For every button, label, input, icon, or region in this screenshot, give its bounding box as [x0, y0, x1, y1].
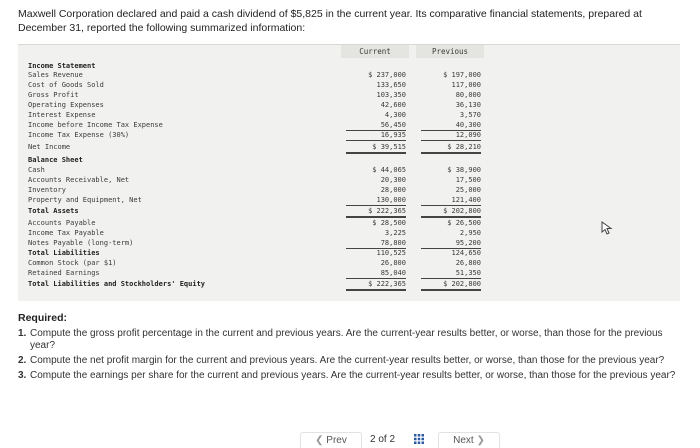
statement-row — [28, 110, 488, 120]
previous-value: 17,500 — [455, 176, 481, 184]
previous-value: $ 202,800 — [421, 206, 481, 218]
statement-row — [28, 206, 488, 216]
question-text: Compute the earnings per share for the current and previous years. Are the current-year results better, or worse, than those for the previous year? — [30, 370, 676, 381]
statement-row — [28, 268, 488, 278]
statement-row — [28, 279, 488, 289]
next-label: Next — [453, 435, 474, 446]
mouse-cursor-icon — [601, 221, 613, 235]
chevron-left-icon: ❮ — [315, 435, 324, 446]
previous-value: 36,130 — [455, 101, 481, 109]
current-value: 28,000 — [380, 186, 406, 194]
row-label: Income Statement — [28, 62, 96, 70]
problem-intro: Maxwell Corporation declared and paid a cash dividend of $5,825 in the current year. Its comparative financial statements, prepared at December 31, reported the following summarized information: — [18, 8, 642, 34]
current-value: $ 44,065 — [372, 166, 406, 174]
question-number: 1. — [18, 328, 27, 339]
required-questions — [18, 328, 683, 385]
row-label: Retained Earnings — [28, 269, 100, 277]
current-value: 3,225 — [384, 229, 406, 237]
prev-label: Prev — [326, 435, 347, 446]
statement-row — [28, 238, 488, 248]
row-label: Cash — [28, 166, 45, 174]
current-column-header: Current — [341, 45, 409, 58]
statement-row — [28, 90, 488, 100]
row-label: Accounts Receivable, Net — [28, 176, 130, 184]
row-label: Inventory — [28, 186, 66, 194]
row-label: Accounts Payable — [28, 219, 96, 227]
previous-value: $ 26,500 — [447, 219, 481, 227]
page-indicator — [370, 432, 395, 447]
next-button[interactable] — [438, 432, 500, 448]
chevron-right-icon: ❯ — [476, 435, 485, 446]
previous-value: 25,000 — [455, 186, 481, 194]
total-pages: 2 — [389, 434, 396, 445]
previous-value: 2,950 — [459, 229, 481, 237]
question-text: Compute the gross profit percentage in the current and previous years. Are the current-year results better, or worse, than those for the previous year? — [30, 328, 663, 351]
previous-value: 117,000 — [451, 81, 481, 89]
prev-button[interactable] — [300, 432, 362, 448]
statement-row — [28, 185, 488, 195]
statement-row — [28, 130, 488, 140]
row-label: Total Liabilities — [28, 249, 100, 257]
financial-statements-image — [18, 44, 680, 301]
current-value: 16,935 — [346, 130, 406, 141]
row-label: Income before Income Tax Expense — [28, 121, 163, 129]
statement-row — [28, 165, 488, 175]
question-item — [18, 370, 683, 382]
row-label: Income Tax Payable — [28, 229, 104, 237]
question-item — [18, 328, 683, 352]
current-value: 85,040 — [346, 268, 406, 279]
statement-row — [28, 228, 488, 238]
previous-value: 121,400 — [421, 195, 481, 206]
current-value: 4,300 — [384, 111, 406, 119]
required-heading: Required: — [18, 312, 68, 324]
row-label: Income Tax Expense (30%) — [28, 131, 130, 139]
row-label: Gross Profit — [28, 91, 79, 99]
previous-value: $ 202,800 — [421, 279, 481, 291]
current-value: 42,600 — [380, 101, 406, 109]
current-value: 78,800 — [346, 238, 406, 249]
previous-value: 51,350 — [421, 268, 481, 279]
statement-row — [28, 120, 488, 130]
pagination-bar — [300, 432, 500, 447]
column-headers — [341, 45, 501, 59]
question-text: Compute the net profit margin for the current and previous years. Are the current-year results better, or worse, than those for the previous year? — [30, 355, 665, 366]
statement-row — [28, 155, 488, 165]
statement-row — [28, 142, 488, 152]
statement-row — [28, 175, 488, 185]
statement-row — [28, 248, 488, 258]
statement-row — [28, 100, 488, 110]
question-number: 3. — [18, 370, 27, 381]
statement-row — [28, 258, 488, 268]
row-label: Notes Payable (long-term) — [28, 239, 134, 247]
row-label: Net Income — [28, 143, 71, 151]
previous-value: 124,650 — [451, 249, 481, 257]
previous-value: 26,800 — [455, 259, 481, 267]
row-label: Property and Equipment, Net — [28, 196, 142, 204]
previous-value: 80,000 — [455, 91, 481, 99]
statement-row — [28, 195, 488, 205]
row-label: Total Assets — [28, 207, 79, 215]
current-value: 110,525 — [376, 249, 406, 257]
current-value: 26,800 — [380, 259, 406, 267]
current-value: 20,300 — [380, 176, 406, 184]
row-label: Common Stock (par $1) — [28, 259, 117, 267]
current-value: 133,650 — [376, 81, 406, 89]
current-value: $ 39,515 — [346, 142, 406, 154]
current-value: 130,000 — [346, 195, 406, 206]
of-label: of — [378, 434, 387, 445]
previous-value: $ 28,210 — [421, 142, 481, 154]
previous-value: $ 197,000 — [443, 71, 481, 79]
statement-row — [28, 80, 488, 90]
previous-value: $ 38,900 — [447, 166, 481, 174]
previous-value: 3,570 — [459, 111, 481, 119]
previous-value: 40,300 — [421, 120, 481, 131]
current-value: $ 28,500 — [372, 219, 406, 227]
question-number: 2. — [18, 355, 27, 366]
current-value: 56,450 — [346, 120, 406, 131]
statement-row — [28, 218, 488, 228]
row-label: Balance Sheet — [28, 156, 83, 164]
statement-row — [28, 70, 488, 80]
row-label: Sales Revenue — [28, 71, 83, 79]
previous-column-header: Previous — [416, 45, 484, 58]
current-value: $ 237,000 — [368, 71, 406, 79]
row-label: Operating Expenses — [28, 101, 104, 109]
current-value: $ 222,365 — [346, 279, 406, 291]
row-label: Cost of Goods Sold — [28, 81, 104, 89]
previous-value: 95,200 — [421, 238, 481, 249]
row-label: Interest Expense — [28, 111, 96, 119]
question-item — [18, 355, 683, 367]
row-label: Total Liabilities and Stockholders' Equity — [28, 280, 206, 288]
current-page: 2 — [370, 434, 376, 445]
current-value: $ 222,365 — [346, 206, 406, 218]
previous-value: 12,090 — [421, 130, 481, 141]
current-value: 103,350 — [376, 91, 406, 99]
grid-menu-icon[interactable] — [414, 434, 424, 444]
